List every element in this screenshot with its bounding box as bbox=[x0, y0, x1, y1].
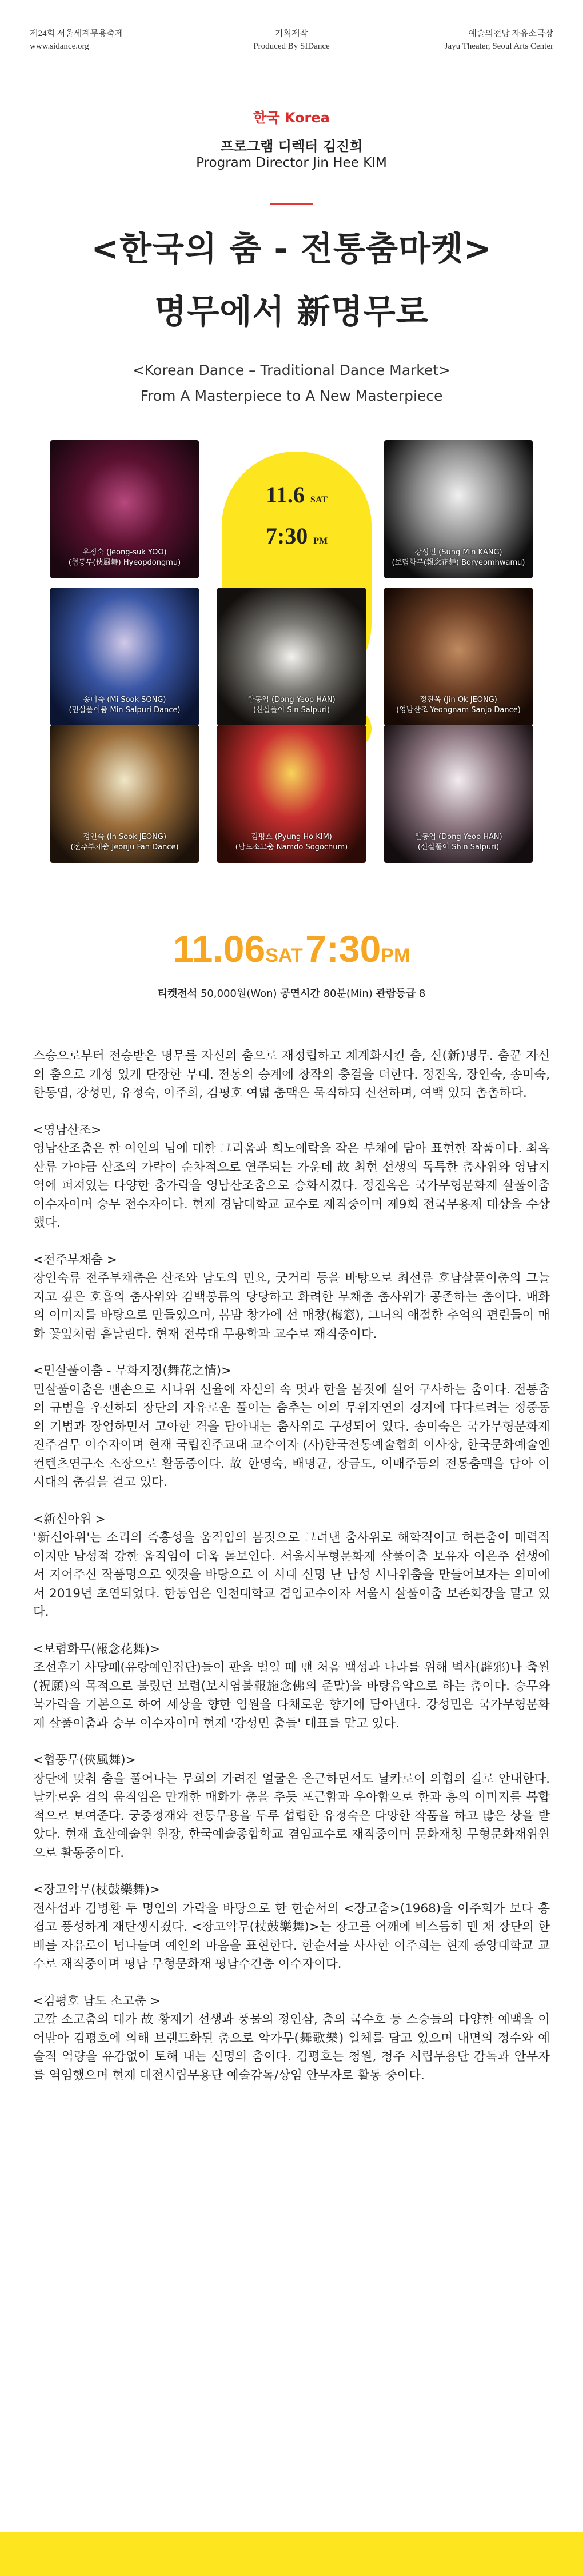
collage-time: 7:30 bbox=[265, 523, 308, 549]
festival-name: 제24회 서울세계무용축제 bbox=[30, 29, 123, 38]
performer-photo bbox=[384, 440, 533, 578]
collage-date-day: SAT bbox=[310, 495, 328, 505]
time-text bbox=[222, 522, 372, 549]
producer-label-en: Produced By SIDance bbox=[253, 42, 330, 51]
section-heading: <김평호 남도 소고춤 > bbox=[33, 1994, 161, 2008]
section-heading: <장고악무(杖鼓樂舞)> bbox=[33, 1883, 160, 1897]
performer-photo bbox=[217, 588, 366, 726]
age-rating-value: 8 bbox=[418, 988, 426, 1000]
photo-caption-name: 강성민 (Sung Min KANG) bbox=[414, 548, 502, 557]
big-date-day: SAT bbox=[265, 945, 303, 967]
big-date-number: 11.06 bbox=[173, 928, 266, 970]
performer-photo bbox=[50, 725, 199, 863]
venue-info bbox=[445, 27, 553, 53]
intro-paragraph: 스승으로부터 전승받은 명무를 자신의 춤으로 재정립하고 체계화시킨 춤, 신(新)명무. 춤꾼 자신의 춤으로 개성 있게 단장한 무대. 전통의 승계에 창작의 충결을 더한다. 정진옥, 장인숙, 송미숙, 한동엽, 강성민, 유정숙, 이주희, 김평호 여덟 춤맥은 묵직하되 신선하며, 여백 있되 촘촘하다. bbox=[33, 1049, 550, 1100]
section-text: 장인숙류 전주부채춤은 산조와 남도의 민요, 굿거리 등을 바탕으로 최선류 호남살풀이춤의 그늘지고 깊은 호흡의 춤사위와 김백봉류의 당당하고 화려한 부채춤 춤사위가 공존하는 춤이다. 매화의 이미지를 바탕으로 만들었으며, 봄밤 창가에 선 매창(梅窓), 그녀의 애절한 추억의 편린들이 매화 꽃잎처럼 흩날린다. 현재 전북대 무용학과 교수로 재직중이다. bbox=[33, 1271, 550, 1341]
program-description bbox=[33, 1047, 550, 2103]
photo-caption-name: 한동엽 (Dong Yeop HAN) bbox=[414, 833, 502, 841]
collage-date: 11.6 bbox=[266, 482, 305, 508]
page-title-line1: <한국의 춤 - 전통춤마켓> bbox=[91, 229, 492, 268]
section-heading: <협풍무(俠風舞)> bbox=[33, 1753, 136, 1767]
performance-date-box bbox=[222, 445, 372, 583]
photo-caption-name: 송미숙 (Mi Sook SONG) bbox=[83, 696, 166, 704]
ticket-price-label: 티켓전석 bbox=[157, 988, 198, 1000]
photo-caption-work: (전주부채춤 Jeonju Fan Dance) bbox=[70, 843, 179, 852]
photo-caption-work: (영남산조 Yeongnam Sanjo Dance) bbox=[396, 706, 521, 714]
section-text: 민살풀이춤은 맨손으로 시나위 선율에 자신의 속 멋과 한을 몸짓에 실어 구사하는 춤이다. 전통춤의 규범을 우선하되 장단의 자유로운 풀이는 춤추는 이의 무위자연의 경지에 다다르려는 정중동의 기법과 장엄하면서 고아한 격을 담아내는 춤사위로 구성되어 있다. 송미숙은 국가무형문화재 진주검무 이수자이며 현재 국립진주교대 교수이자 (사)한국전통예술협회 이사장, 한국문화예술엔컨텐츠연구소 소장으로 활동중이다. 故 한영숙, 배명균, 장금도, 이매주등의 전통춤맥을 담아 이 시대의 춤길을 걷고 있다. bbox=[33, 1382, 550, 1489]
photo-caption-name: 유정숙 (Jeong-suk YOO) bbox=[82, 548, 167, 557]
big-time-number: 7:30 bbox=[305, 928, 381, 970]
section-heading: <민살풀이춤 - 무화지정(舞花之情)> bbox=[33, 1364, 232, 1378]
performer-photo bbox=[384, 725, 533, 863]
section-text: 고깔 소고춤의 대가 故 황재기 선생과 풍물의 정인삼, 춤의 국수호 등 스승들의 다양한 예맥을 이어받아 김평호에 의해 브랜드화된 춤으로 악가무(舞歌樂) 일체를 담고 있으며 내면의 정수와 예술적 역량을 유감없이 토해 내는 신명의 춤이다. 김평호는 청원, 청주 시립무용단 감독과 안무자를 역임했으며 현재 대전시립무용단 예술감독/상임 안무자로 활동 중이다. bbox=[33, 2012, 550, 2083]
section-text: 장단에 맞춰 춤을 풀어나는 무희의 가려진 얼굴은 은근하면서도 날카로이 의협의 길로 안내한다. 날카로운 검의 움직임은 만개한 매화가 춤을 추듯 포근함과 우아함으로 한과 흥의 이미지를 복합적으로 보여준다. 궁중정재와 전통무용을 두루 섭렵한 유정숙은 다양한 작품을 하고 많은 상을 받았다. 현재 효산예술원 원장, 한국예술종합학교 겸임교수로 재직중이며 문화재청 무형문화재위원으로 활동중이다. bbox=[33, 1771, 550, 1860]
performer-photo bbox=[384, 588, 533, 726]
producer-label-ko: 기획제작 bbox=[275, 29, 308, 38]
photo-caption-work: (협동무(俠風舞) Hyeopdongmu) bbox=[68, 558, 181, 567]
program-director-ko: 프로그램 디렉터 김진희 bbox=[220, 138, 363, 154]
photo-caption-work: (보렴화무(報念花舞) Boryeomhwamu) bbox=[392, 558, 525, 567]
ticket-price-value: 50,000원(Won) bbox=[200, 988, 277, 1000]
photo-caption-work: (신살풀이 Sin Salpuri) bbox=[253, 706, 330, 714]
performer-collage bbox=[50, 440, 533, 863]
venue-name-ko: 예술의전당 자유소극장 bbox=[468, 29, 553, 38]
age-rating-label: 관람등급 bbox=[376, 988, 416, 1000]
section-heading: <전주부채춤 > bbox=[33, 1252, 117, 1267]
page-title-line2: 명무에서 新명무로 bbox=[154, 292, 429, 331]
festival-url[interactable]: www.sidance.org bbox=[30, 42, 89, 51]
ticket-info bbox=[0, 985, 583, 1000]
page-header bbox=[0, 0, 583, 69]
section-text: 전사섭과 김병환 두 명인의 가락을 바탕으로 한 한순서의 <장고춤>(1968)을 이주희가 보다 흥겹고 풍성하게 재탄생시켰다. <장고악무(杖鼓樂舞)>는 장고를 어깨에 비스듬히 멘 채 장단의 한 배를 자유로이 넘나들며 예인의 마음을 표현한다. 한순서를 사사한 이주희는 현재 중앙대학교 교수로 재직중이며 평남 무형문화재 평남수건춤 이수자이다. bbox=[33, 1901, 550, 1971]
program-director-en: Program Director Jin Hee KIM bbox=[196, 155, 387, 170]
section-heading: <영남산조> bbox=[33, 1123, 102, 1137]
photo-caption-work: (남도소고춤 Namdo Sogochum) bbox=[235, 843, 348, 852]
venue-name-en: Jayu Theater, Seoul Arts Center bbox=[444, 42, 553, 51]
footer-band bbox=[0, 2532, 583, 2576]
photo-caption-name: 정진옥 (Jin Ok JEONG) bbox=[420, 696, 497, 704]
collage-time-ampm: PM bbox=[313, 536, 328, 546]
performance-datetime bbox=[0, 927, 583, 971]
photo-caption-name: 정인숙 (In Sook JEONG) bbox=[82, 833, 167, 841]
section-text: 영남산조춤은 한 여인의 님에 대한 그리움과 희노애락을 작은 부채에 담아 표현한 작품이다. 최옥산류 가야금 산조의 가락이 순차적으로 연주되는 가운데 故 최현 선생의 독특한 춤사위와 영남지역에 퍼져있는 다양한 춤가락을 영남산조춤으로 승화시켰다. 정진옥은 국가무형문화재 살풀이춤 이수자이며 승무 전수자이다. 현재 경남대학교 교수로 재직중이며 제9회 전국무용제 대상을 수상했다. bbox=[33, 1141, 550, 1230]
big-time-ampm: PM bbox=[381, 945, 410, 967]
divider bbox=[270, 203, 313, 205]
section-heading: <新신아위 > bbox=[33, 1512, 106, 1527]
photo-caption-work: (신살풀이 Shin Salpuri) bbox=[417, 843, 500, 852]
photo-caption-name: 김평호 (Pyung Ho KIM) bbox=[251, 833, 332, 841]
performer-photo bbox=[50, 588, 199, 726]
section-text: 조선후기 사당패(유랑예인집단)들이 판을 벌일 때 맨 처음 백성과 나라를 위해 벽사(辟邪)나 축원(祝願)의 목적으로 불렀던 보렴(보시염불報施念佛의 준말)을 바탕음악으로 하는 춤이다. 승무와 북가락을 기본으로 하여 세상을 향한 염원을 다채로운 향기에 담아낸다. 강성민은 국가무형문화재 살풀이춤과 승무 이수자이며 현재 '강성민 춤들' 대표를 맡고 있다. bbox=[33, 1660, 550, 1731]
section-text: '新신아위'는 소리의 즉흥성을 움직임의 몸짓으로 그려낸 춤사위로 해학적이고 허튼춤이 매력적이지만 남성적 강한 움직임이 더욱 돋보인다. 서울시무형문화재 살풀이춤 보유자 이은주 선생에서 지어주신 작품명으로 옛것을 바탕으로 이 시대 신명 난 남성 시나위춤을 만들어보자는 의미에서 2019년 초연되었다. 한동엽은 인천대학교 겸임교수이자 서울시 살풀이춤 보존회장을 맡고 있다. bbox=[33, 1531, 550, 1619]
date-text bbox=[222, 481, 372, 508]
country-label: 한국 Korea bbox=[253, 110, 330, 126]
running-time-label: 공연시간 bbox=[280, 988, 320, 1000]
photo-caption-name: 한동엽 (Dong Yeop HAN) bbox=[247, 696, 336, 704]
subtitle-line2: From A Masterpiece to A New Masterpiece bbox=[140, 388, 443, 404]
performer-photo bbox=[50, 440, 199, 578]
subtitle-line1: <Korean Dance – Traditional Dance Market> bbox=[132, 362, 451, 378]
photo-caption-work: (민살풀이춤 Min Salpuri Dance) bbox=[69, 706, 181, 714]
running-time-value: 80분(Min) bbox=[323, 988, 373, 1000]
section-heading: <보렴화무(報念花舞)> bbox=[33, 1642, 160, 1656]
performer-photo bbox=[217, 725, 366, 863]
